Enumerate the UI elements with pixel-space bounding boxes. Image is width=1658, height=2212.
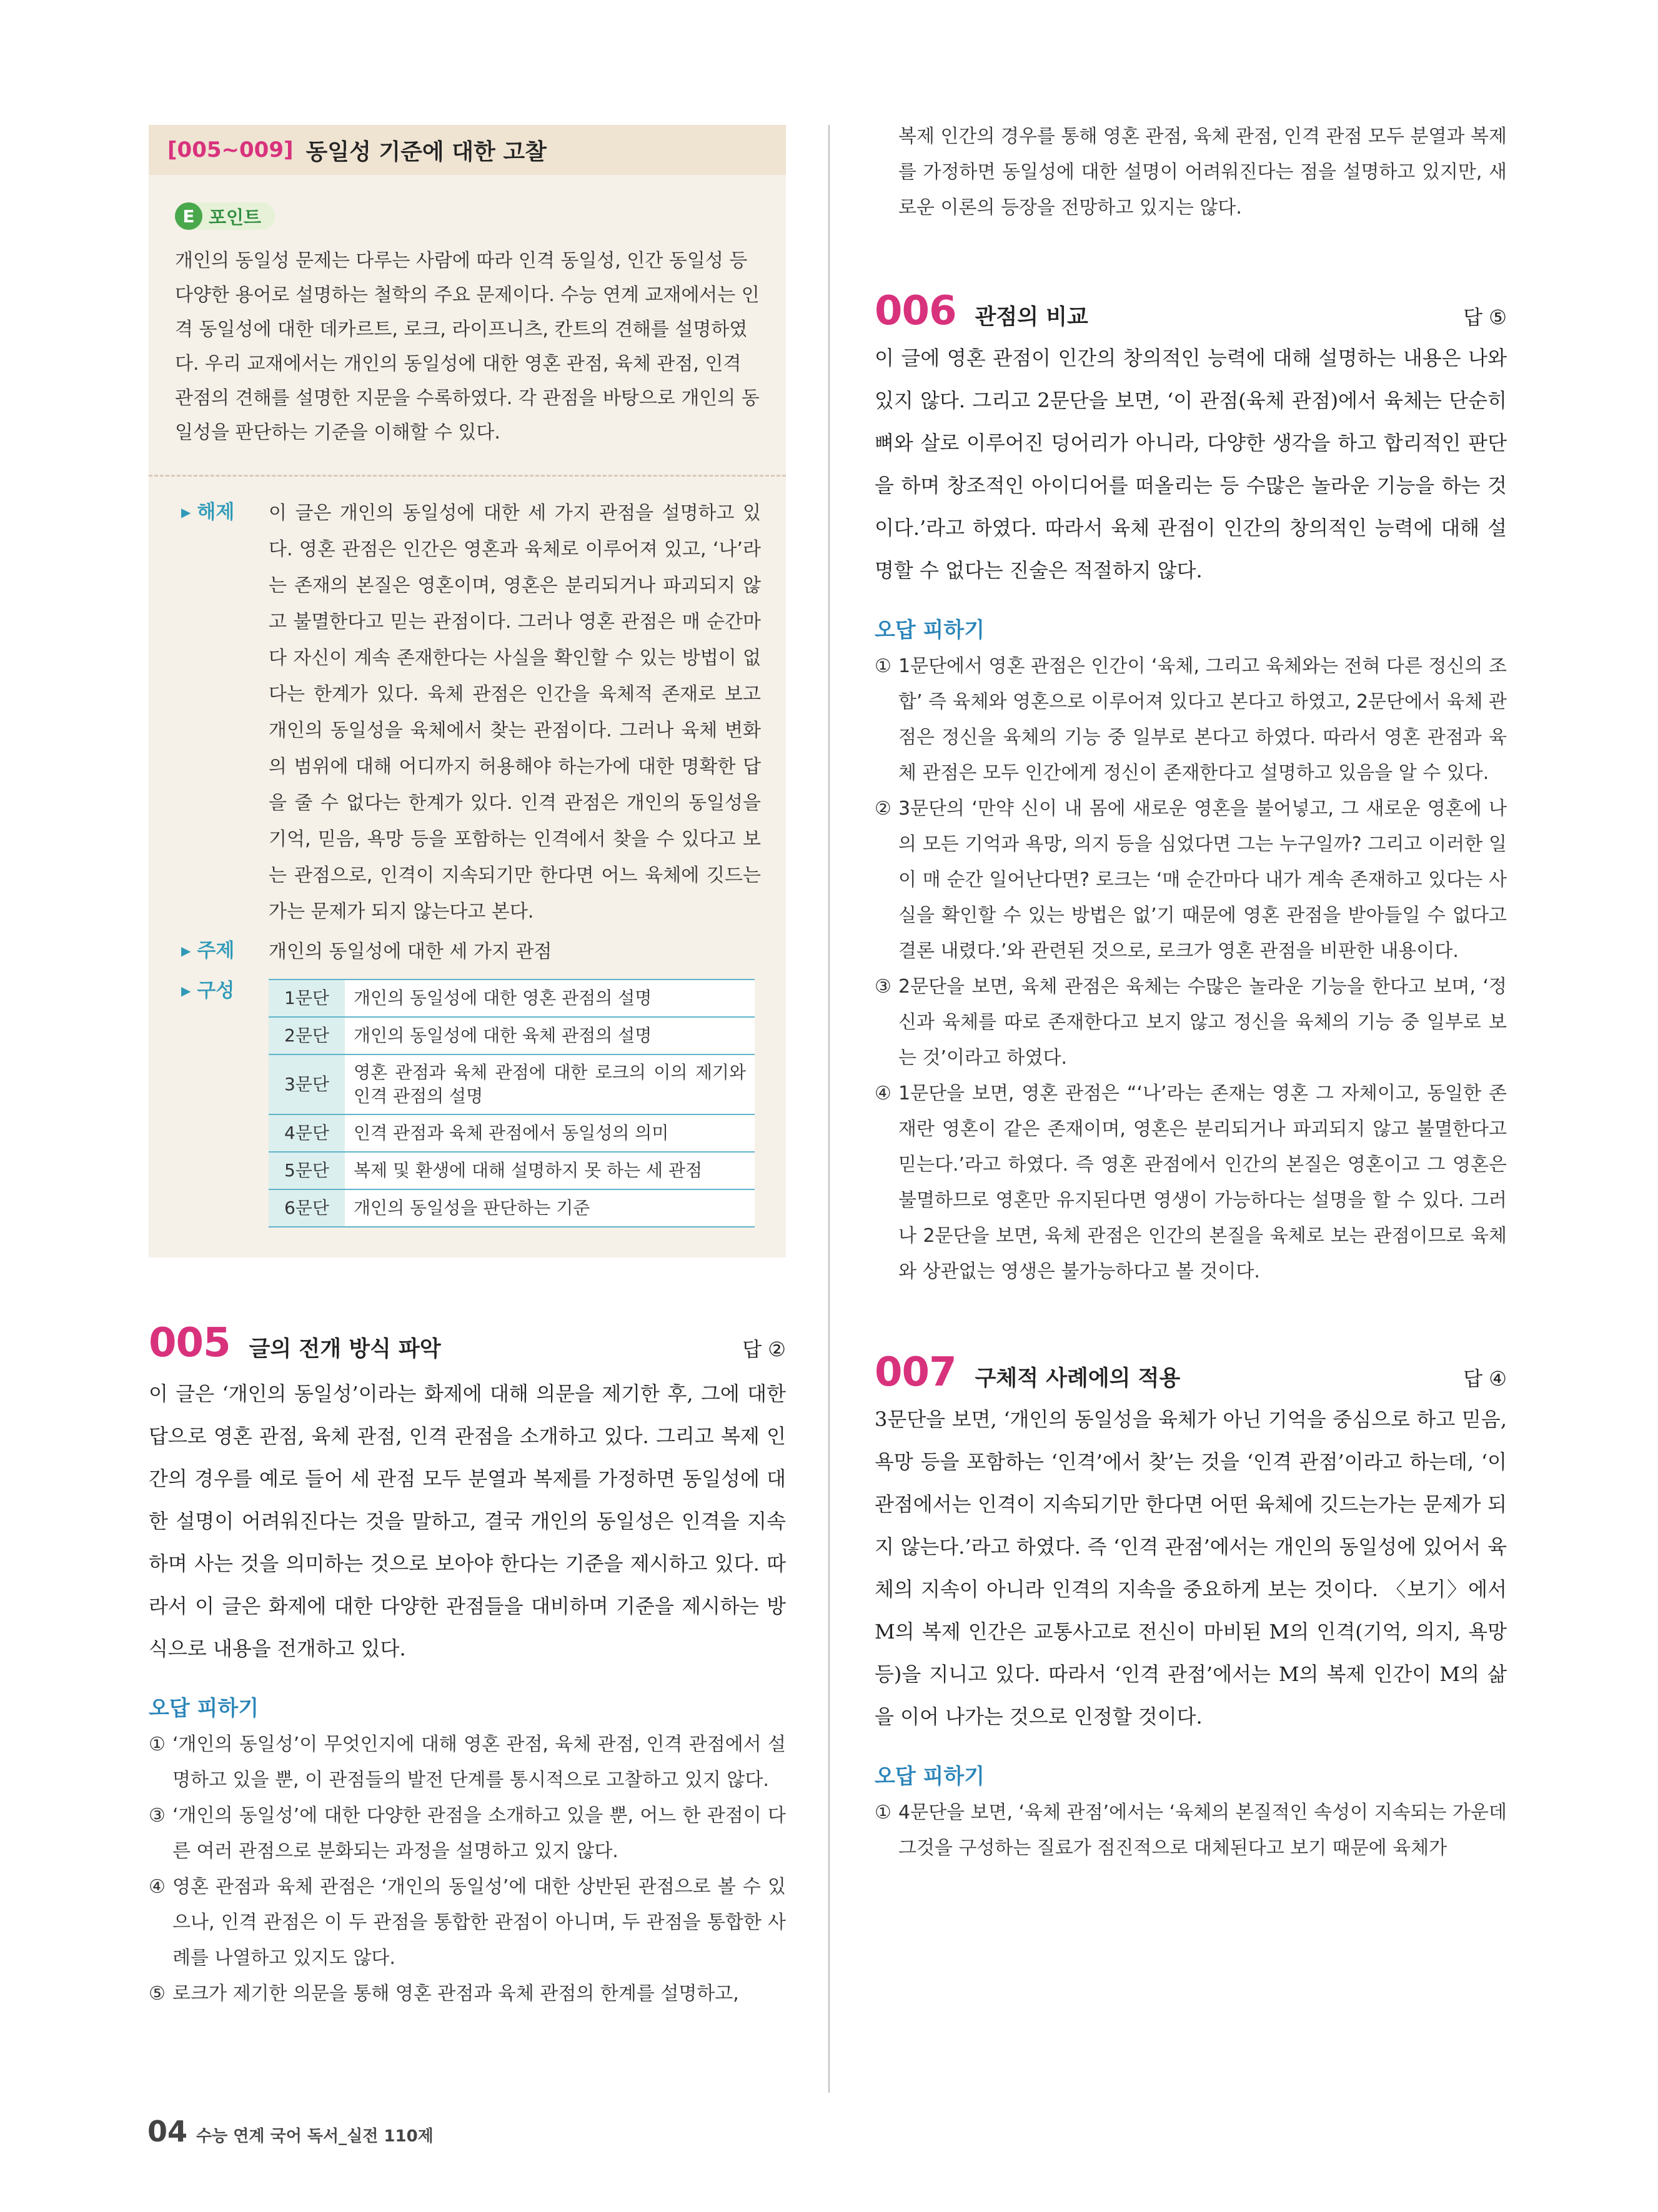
juje-row xyxy=(149,934,786,970)
explanation-text: 3문단을 보면, ‘개인의 동일성을 육체가 아닌 기억을 중심으로 하고 믿음, 욕망 등을 포함하는 ‘인격’에서 찾’는 것을 ‘인격 관점’이라고 하는데, ‘이 관점에서는 인격이 지속되기만 한다면 어떤 육체에 깃드는가는 문제가 되지 않는다.’라고 하였다. 즉 ‘인격 관점’에서는 개인의 동일성에 있어서 육체의 지속이 아니라 인격의 지속을 중요하게 보는 것이다. 〈보기〉에서 M의 복제 인간은 교통사고로 전신이 마비된 M의 인격(기억, 의지, 욕망 등)을 지니고 있다. 따라서 ‘인격 관점’에서는 M의 복제 인간이 M의 삶을 이어 나가는 것으로 인정할 것이다. xyxy=(875,1407,1507,1728)
option-text: ‘개인의 동일성’이 무엇인지에 대해 영혼 관점, 육체 관점, 인격 관점에서 설명하고 있을 뿐, 이 관점들의 발전 단계를 통시적으로 고찰하고 있지 않다. xyxy=(172,1733,786,1791)
point-text: 개인의 동일성 문제는 다루는 사람에 따라 인격 동일성, 인간 동일성 등 다양한 용어로 설명하는 철학의 주요 문제이다. 수능 연계 교재에서는 인격 동일성에 대한 데카르트, 로크, 라이프니츠, 칸트의 견해를 설명하였다. 우리 교재에서는 개인의 동일성에 대한 영혼 관점, 육체 관점, 인격 관점의 견해를 설명한 지문을 수록하였다. 각 관점을 바탕으로 개인의 동일성을 판단하는 기준을 이해할 수 있다. xyxy=(175,250,760,444)
option-text: 로크가 제기한 의문을 통해 영혼 관점과 육체 관점의 한계를 설명하고, xyxy=(172,1983,739,2005)
structure-row xyxy=(269,1017,755,1054)
answer-label: 답 ⑤ xyxy=(1463,305,1507,329)
structure-row xyxy=(269,1114,755,1152)
option-text: ‘개인의 동일성’에 대한 다양한 관점을 소개하고 있을 뿐, 어느 한 관점이 다른 여러 관점으로 분화되는 과정을 설명하고 있지 않다. xyxy=(172,1805,786,1862)
haeje-label: 해제 xyxy=(197,501,235,523)
juje-text: 개인의 동일성에 대한 세 가지 관점 xyxy=(269,941,552,963)
question-header xyxy=(875,1349,1507,1396)
option-text: 1문단을 보면, 영혼 관점은 “‘나’라는 존재는 영혼 그 자체이고, 동일한 존재란 영혼이 같은 존재이며, 영혼은 분리되거나 파괴되지 않고 불멸한다고 믿는다.’라고 하였다. 즉 영혼 관점에서 인간의 본질은 영혼이고 그 영혼은 불멸하므로 영혼만 유지된다면 영생이 가능하다는 설명을 할 수 있다. 그러나 2문단을 보면, 육체 관점은 인간의 본질을 육체로 보는 관점이므로 육체와 상관없는 영생은 불가능하다고 볼 것이다. xyxy=(898,1083,1507,1282)
option-item xyxy=(875,648,1507,791)
option-item xyxy=(149,1727,786,1798)
triangle-icon: ▶ xyxy=(181,943,191,958)
option-number: ① xyxy=(875,1802,891,1823)
option-number: ⑤ xyxy=(149,1983,166,2005)
option-item xyxy=(149,1869,786,1976)
paragraph-summary: 영혼 관점과 육체 관점에 대한 로크의 이의 제기와 인격 관점의 설명 xyxy=(345,1054,755,1114)
answer-label: 답 ④ xyxy=(1463,1367,1507,1391)
question-title: 관점의 비교 xyxy=(975,305,1088,330)
paragraph-number: 6문단 xyxy=(269,1189,345,1227)
question-006 xyxy=(875,288,1507,1289)
paragraph-number: 2문단 xyxy=(269,1017,345,1054)
question-number: 007 xyxy=(875,1349,956,1396)
structure-table xyxy=(269,979,755,1228)
wrong-answer-heading: 오답 피하기 xyxy=(149,1696,259,1721)
left-column xyxy=(149,125,786,2011)
option-text: 영혼 관점과 육체 관점은 ‘개인의 동일성’에 대한 상반된 관점으로 볼 수 있으나, 인격 관점은 이 두 관점을 통합한 관점이 아니며, 두 관점을 통합한 사례를 나열하고 있지도 않다. xyxy=(172,1876,786,1969)
option-item xyxy=(875,969,1507,1076)
juje-label: 주제 xyxy=(197,940,235,962)
question-title: 글의 전개 방식 파악 xyxy=(249,1337,441,1362)
gusung-tag xyxy=(181,974,269,1228)
question-range: [005~009] xyxy=(167,137,294,162)
structure-row xyxy=(269,1152,755,1189)
paragraph-summary: 개인의 동일성에 대한 영혼 관점의 설명 xyxy=(345,980,755,1017)
e-icon: E xyxy=(175,202,202,230)
option-text: 3문단의 ‘만약 신이 내 몸에 새로운 영혼을 불어넣고, 그 새로운 영혼에 나의 모든 기억과 욕망, 의지 등을 심었다면 그는 누구일까? 그리고 이러한 일이 매 순간 일어난다면? 로크는 ‘매 순간마다 내가 계속 존재하고 있다는 사실을 확인할 수 있는 방법은 없’기 때문에 영혼 관점을 받아들일 수 없다고 결론 내렸다.’와 관련된 것으로, 로크가 영혼 관점을 비판한 내용이다. xyxy=(898,798,1507,962)
point-label: 포인트 xyxy=(209,206,262,228)
question-007 xyxy=(875,1349,1507,1866)
continued-option-text: 복제 인간의 경우를 통해 영혼 관점, 육체 관점, 인격 관점 모두 분열과 복제를 가정하면 동일성에 대한 설명이 어려워진다는 점을 설명하고 있지만, 새로운 이론의 등장을 전망하고 있지는 않다. xyxy=(898,126,1507,219)
gusung-row xyxy=(149,974,786,1257)
option-number: ① xyxy=(149,1733,166,1755)
paragraph-summary: 인격 관점과 육체 관점에서 동일성의 의미 xyxy=(345,1114,755,1152)
paragraph-number: 3문단 xyxy=(269,1054,345,1114)
paragraph-summary: 복제 및 환생에 대해 설명하지 못 하는 세 관점 xyxy=(345,1152,755,1189)
option-number: ④ xyxy=(875,1083,891,1104)
column-divider xyxy=(828,125,830,2093)
option-number: ③ xyxy=(875,976,891,998)
question-number: 005 xyxy=(149,1320,231,1366)
option-item xyxy=(149,1798,786,1869)
option-item xyxy=(875,791,1507,969)
question-header xyxy=(149,1320,786,1366)
option-item xyxy=(875,1795,1507,1866)
triangle-icon: ▶ xyxy=(181,505,191,520)
option-number: ④ xyxy=(149,1876,166,1898)
structure-row xyxy=(269,1189,755,1227)
question-number: 006 xyxy=(875,288,956,334)
option-text: 1문단에서 영혼 관점은 인간이 ‘육체, 그리고 육체와는 전혀 다른 정신의 조합’ 즉 육체와 영혼으로 이루어져 있다고 본다고 하였고, 2문단에서 육체 관점은 정신을 육체의 기능 중 일부로 본다고 하였다. 따라서 영혼 관점과 육체 관점은 모두 인간에게 정신이 존재한다고 설명하고 있음을 알 수 있다. xyxy=(898,655,1507,784)
haeje-tag xyxy=(181,495,269,930)
page-number: 04 xyxy=(147,2115,188,2148)
option-item xyxy=(149,1976,786,2011)
paragraph-summary: 개인의 동일성을 판단하는 기준 xyxy=(345,1189,755,1227)
option-item xyxy=(875,1076,1507,1289)
point-badge xyxy=(175,202,275,230)
book-title: 수능 연계 국어 독서_실전 110제 xyxy=(196,2127,434,2146)
explanation-text: 이 글에 영혼 관점이 인간의 창의적인 능력에 대해 설명하는 내용은 나와 있지 않다. 그리고 2문단을 보면, ‘이 관점(육체 관점)에서 육체는 단순히 뼈와 살로 이루어진 덩어리가 아니라, 다양한 생각을 하고 합리적인 판단을 하며 창조적인 아이디어를 떠올리는 등 수많은 놀라운 기능을 하는 것이다.’라고 하였다. 따라서 육체 관점이 인간의 창의적인 능력에 대해 설명할 수 없다는 진술은 적절하지 않다. xyxy=(875,346,1507,582)
option-number: ② xyxy=(875,798,891,820)
paragraph-number: 4문단 xyxy=(269,1114,345,1152)
question-header xyxy=(875,288,1507,334)
question-title: 구체적 사례에의 적용 xyxy=(975,1366,1181,1391)
option-text: 2문단을 보면, 육체 관점은 육체는 수많은 놀라운 기능을 한다고 보며, ‘정신과 육체를 따로 존재한다고 보지 않고 정신을 육체의 기능 중 일부로 보는 것’이라고 하였다. xyxy=(898,976,1507,1069)
summary-box-title: 동일성 기준에 대한 고찰 xyxy=(305,139,547,165)
answer-label: 답 ② xyxy=(742,1337,786,1361)
question-005 xyxy=(149,1320,786,2011)
summary-box-header xyxy=(149,125,786,175)
explanation-text: 이 글은 ‘개인의 동일성’이라는 화제에 대해 의문을 제기한 후, 그에 대한 답으로 영혼 관점, 육체 관점, 인격 관점을 소개하고 있다. 그리고 복제 인간의 경우를 예로 들어 세 관점 모두 분열과 복제를 가정하면 동일성에 대한 설명이 어려워진다는 것을 말하고, 결국 개인의 동일성은 인격을 지속하며 사는 것을 의미하는 것으로 보아야 한다는 기준을 제시하고 있다. 따라서 이 글은 화제에 대한 다양한 관점들을 대비하며 기준을 제시하는 방식으로 내용을 전개하고 있다. xyxy=(149,1382,786,1660)
paragraph-number: 5문단 xyxy=(269,1152,345,1189)
juje-tag xyxy=(181,934,269,970)
option-number: ③ xyxy=(149,1805,166,1827)
triangle-icon: ▶ xyxy=(181,983,191,998)
dashed-divider xyxy=(149,475,786,477)
summary-box xyxy=(149,125,786,1257)
paragraph-number: 1문단 xyxy=(269,980,345,1017)
structure-row xyxy=(269,1054,755,1114)
wrong-answer-heading: 오답 피하기 xyxy=(875,618,985,643)
right-column xyxy=(875,119,1507,1866)
paragraph-summary: 개인의 동일성에 대한 육체 관점의 설명 xyxy=(345,1017,755,1054)
option-number: ① xyxy=(875,655,891,677)
haeje-row xyxy=(149,495,786,930)
gusung-label: 구성 xyxy=(197,980,235,1002)
wrong-answer-heading: 오답 피하기 xyxy=(875,1764,985,1789)
structure-row xyxy=(269,980,755,1017)
page-footer xyxy=(147,2115,434,2148)
haeje-text: 이 글은 개인의 동일성에 대한 세 가지 관점을 설명하고 있다. 영혼 관점은 인간은 영혼과 육체로 이루어져 있고, ‘나’라는 존재의 본질은 영혼이며, 영혼은 분리되거나 파괴되지 않고 불멸한다고 믿는 관점이다. 그러나 영혼 관점은 매 순간마다 자신이 계속 존재한다는 사실을 확인할 수 있는 방법이 없다는 한계가 있다. 육체 관점은 인간을 육체적 존재로 보고 개인의 동일성을 육체에서 찾는 관점이다. 그러나 육체 변화의 범위에 대해 어디까지 허용해야 하는가에 대한 명확한 답을 줄 수 없다는 한계가 있다. 인격 관점은 개인의 동일성을 기억, 믿음, 욕망 등을 포함하는 인격에서 찾을 수 있다고 보는 관점으로, 인격이 지속되기만 한다면 어느 육체에 깃드는가는 문제가 되지 않는다고 본다. xyxy=(269,502,761,923)
option-text: 4문단을 보면, ‘육체 관점’에서는 ‘육체의 본질적인 속성이 지속되는 가운데 그것을 구성하는 질료가 점진적으로 대체된다고 보기 때문에 육체가 xyxy=(898,1802,1507,1859)
